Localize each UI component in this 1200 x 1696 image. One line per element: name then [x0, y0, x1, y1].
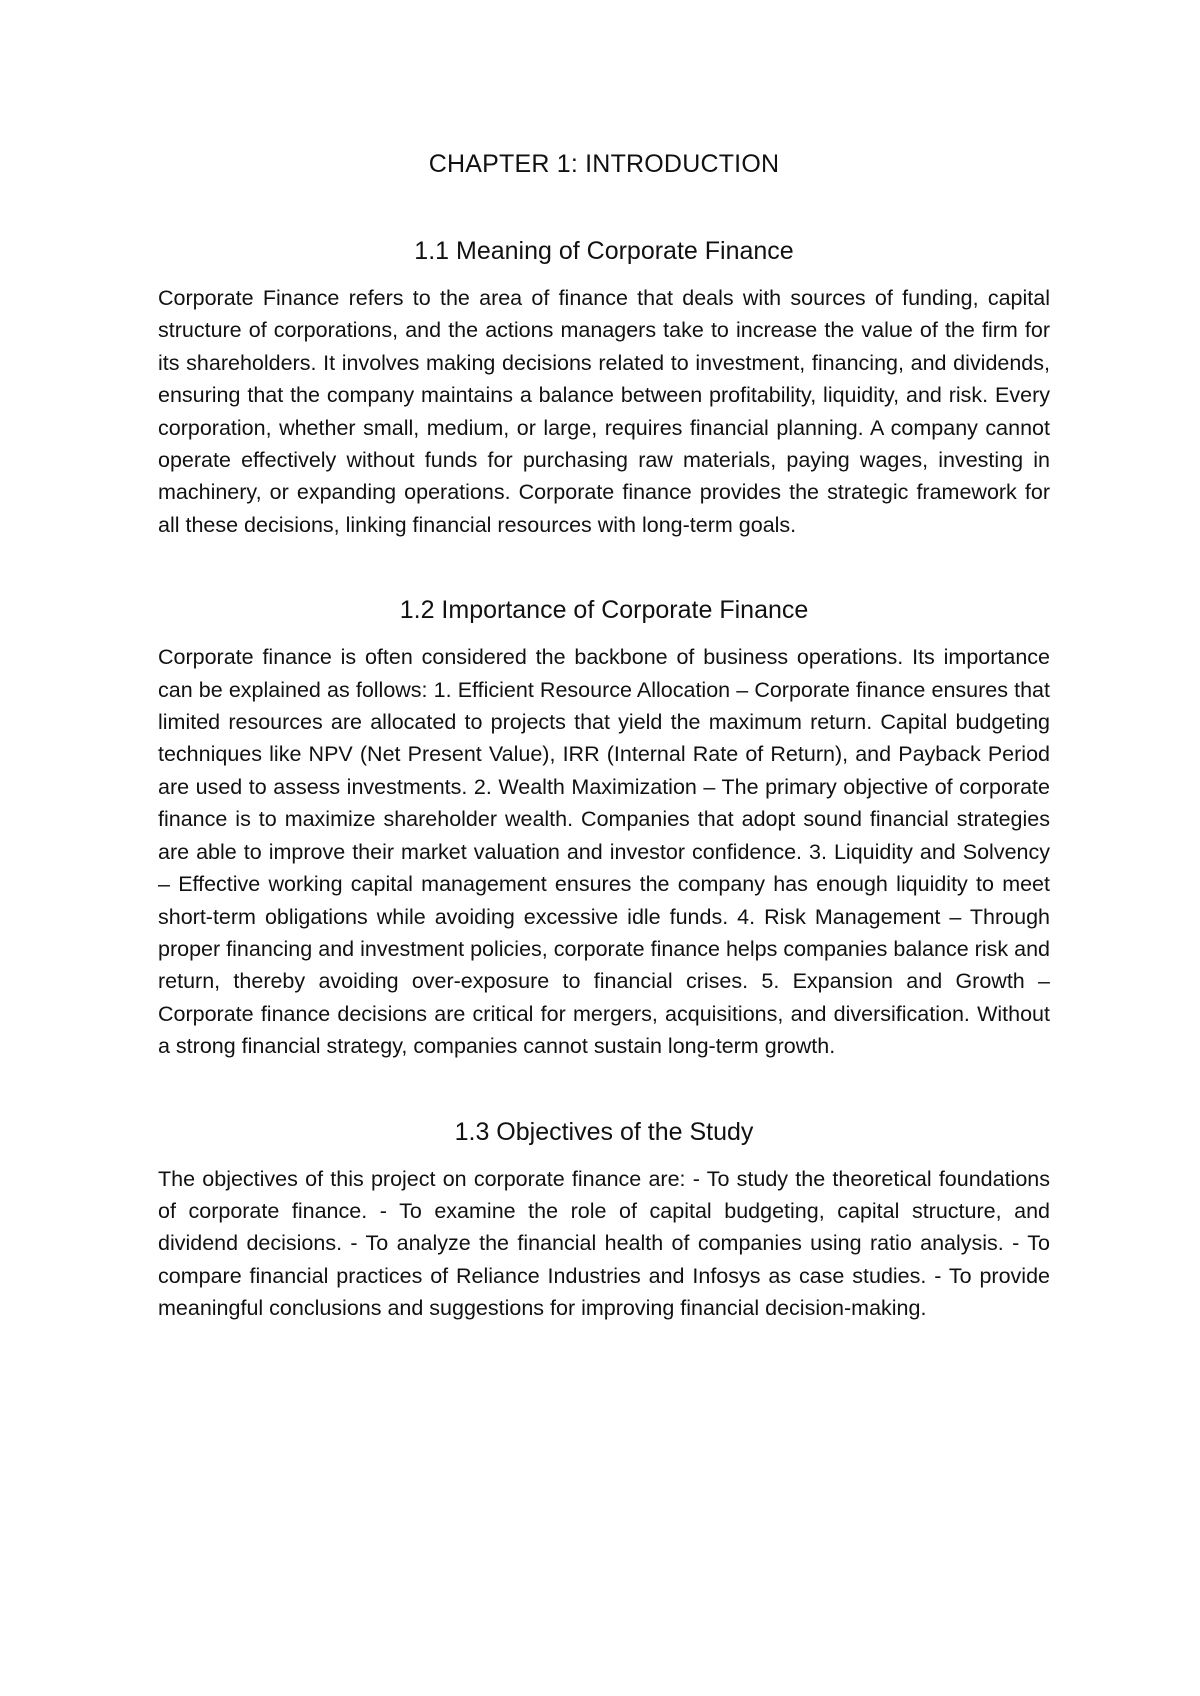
- section-heading: 1.3 Objectives of the Study: [454, 1117, 754, 1146]
- document-page: [158, 150, 1050, 1380]
- section-paragraph: The objectives of this project on corporate finance are: - To study the theoretical foundations of corporate finance. - To examine the role of capital budgeting, capital structure, and dividend decisions. - To analyze the financial health of companies using ratio analysis. - To compare financial practices of Reliance Industries and Infosys as case studies. - To provide meaningful conclusions and suggestions for improving financial decision-making.: [158, 1166, 1050, 1321]
- chapter-title: CHAPTER 1: INTRODUCTION: [428, 150, 780, 178]
- section-importance: [158, 596, 1050, 1062]
- section-paragraph: Corporate Finance refers to the area of finance that deals with sources of funding, capital structure of corporations, and the actions managers take to increase the value of the firm for its shareholders. It involves making decisions related to investment, financing, and dividends, ensuring that the company maintains a balance between profitability, liquidity, and risk. Every corporation, whether small, medium, or large, requires financial planning. A company cannot operate effectively without funds for purchasing raw materials, paying wages, investing in machinery, or expanding operations. Corporate finance provides the strategic framework for all these decisions, linking financial resources with long-term goals.: [158, 286, 1050, 537]
- section-heading: 1.1 Meaning of Corporate Finance: [414, 237, 794, 265]
- section-meaning: [158, 237, 1050, 541]
- section-objectives: [158, 1118, 1050, 1325]
- section-paragraph: Corporate finance is often considered the backbone of business operations. Its importance can be explained as follows: 1. Efficient Resource Allocation – Corporate finance ensures that limited resources are allocated to projects that yield the maximum return. Capital budgeting techniques like NPV (Net Present Value), IRR (Internal Rate of Return), and Payback Period are used to assess investments. 2. Wealth Maximization – The primary objective of corporate finance is to maximize shareholder wealth. Companies that adopt sound financial strategies are able to improve their market valuation and investor confidence. 3. Liquidity and Solvency – Effective working capital management ensures the company has enough liquidity to meet short-term obligations while avoiding excessive idle funds. 4. Risk Management – Through proper financing and investment policies, corporate finance helps companies balance risk and return, thereby avoiding over-exposure to financial crises. 5. Expansion and Growth – Corporate finance decisions are critical for mergers, acquisitions, and diversification. Without a strong financial strategy, companies cannot sustain long-term growth.: [158, 645, 1050, 1059]
- section-heading: 1.2 Importance of Corporate Finance: [399, 596, 809, 625]
